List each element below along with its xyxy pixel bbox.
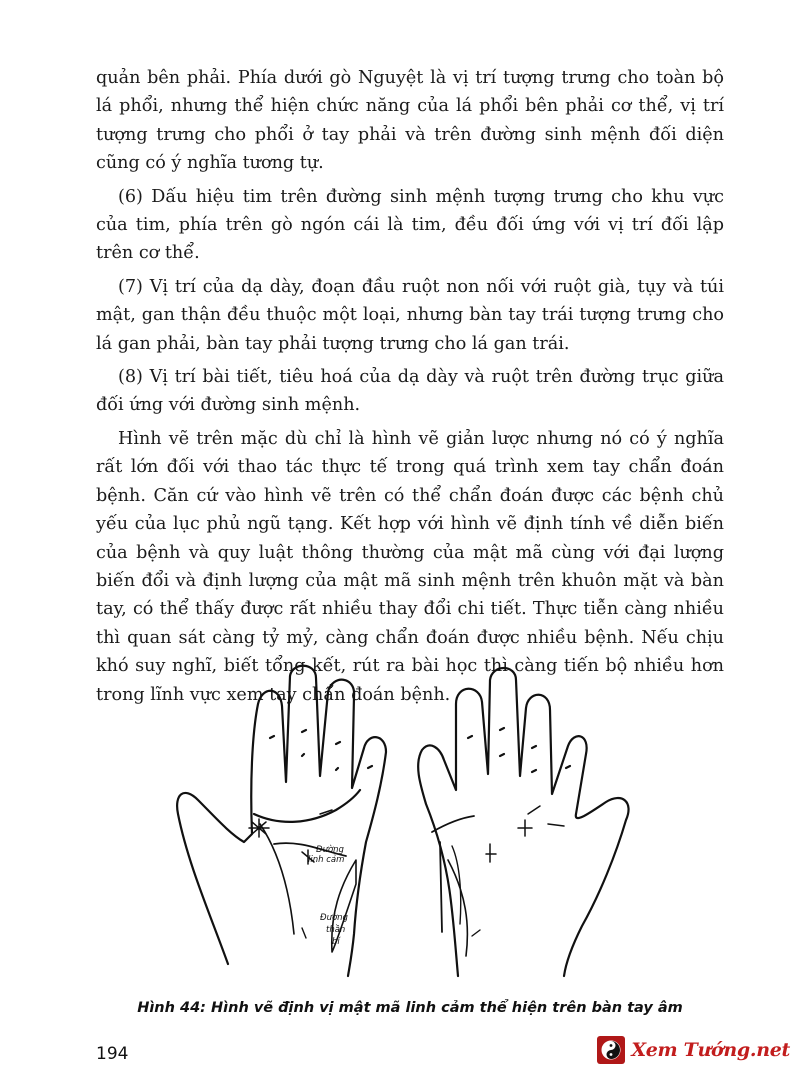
paragraph-3: (7) Vị trí của dạ dày, đoạn đầu ruột non nối với ruột già, tụy và túi mật, gan thận đều thuộc một loại, nhưng bàn tay trái tượng trưng cho lá gan phải, bàn tay phải tượng trưng cho lá gan trái. xyxy=(96,276,724,354)
palm-figure xyxy=(170,664,640,994)
label-duong-than-bi-3: bí xyxy=(332,937,340,947)
watermark-text: Xem Tướng.net xyxy=(631,1039,790,1061)
paragraph-5: Hình vẽ trên mặc dù chỉ là hình vẽ giản lược nhưng nó có ý nghĩa rất lớn đối với thao tác thực tế trong quá trình xem tay chẩn đoán bệnh. Căn cứ vào hình vẽ trên có thể chẩn đoán được các bệnh chủ yếu của lục phủ ngũ tạng. Kết hợp với hình vẽ định tính về diễn biến của bệnh và quy luật thông thường của mật mã cùng với đại lượng biến đổi và định lượng của mật mã sinh mệnh trên khuôn mặt và bàn tay, có thể thấy được rất nhiều thay đổi chi tiết. Thực tiễn càng nhiều thì quan sát càng tỷ mỷ, càng chẩn đoán được nhiều bệnh. Nếu chịu khó suy nghĩ, biết tổng kết, rút ra bài học thì càng tiến bộ nhiều hơn trong lĩnh vực xem tay chẩn đoán bệnh. xyxy=(96,428,724,705)
paragraph-4: (8) Vị trí bài tiết, tiêu hoá của dạ dày và ruột trên đường trục giữa đối ứng với đường sinh mệnh. xyxy=(96,367,724,416)
site-watermark xyxy=(597,1036,790,1064)
left-hand-drawing xyxy=(177,666,386,976)
palm-illustration xyxy=(170,664,640,994)
yin-yang-icon xyxy=(597,1036,625,1064)
figure-caption: Hình 44: Hình vẽ định vị mật mã linh cảm thể hiện trên bàn tay âm xyxy=(137,1000,683,1016)
label-duong-than-bi-1: Đường xyxy=(320,913,348,923)
right-hand-drawing xyxy=(418,668,628,976)
label-duong-than-bi-2: thần xyxy=(326,925,346,935)
paragraph-1: quản bên phải. Phía dưới gò Nguyệt là vị trí tượng trưng cho toàn bộ lá phổi, nhưng thể hiện chức năng của lá phổi bên phải cơ thể, vị trí tượng trưng cho phổi ở tay phải và trên đường sinh mệnh đối diện cũng có ý nghĩa tương tự. xyxy=(96,68,724,174)
page-number: 194 xyxy=(96,1044,129,1064)
label-duong-linh-cam-2: linh cảm xyxy=(308,855,345,865)
figure-labels xyxy=(308,844,349,947)
star-mark-icon xyxy=(249,819,269,837)
paragraph-2: (6) Dấu hiệu tim trên đường sinh mệnh tượng trưng cho khu vực của tim, phía trên gò ngón cái là tim, đều đối ứng với vị trí đối lập trên cơ thể. xyxy=(96,186,724,264)
label-duong-linh-cam-1: Đường xyxy=(316,845,344,855)
body-text xyxy=(96,64,724,714)
